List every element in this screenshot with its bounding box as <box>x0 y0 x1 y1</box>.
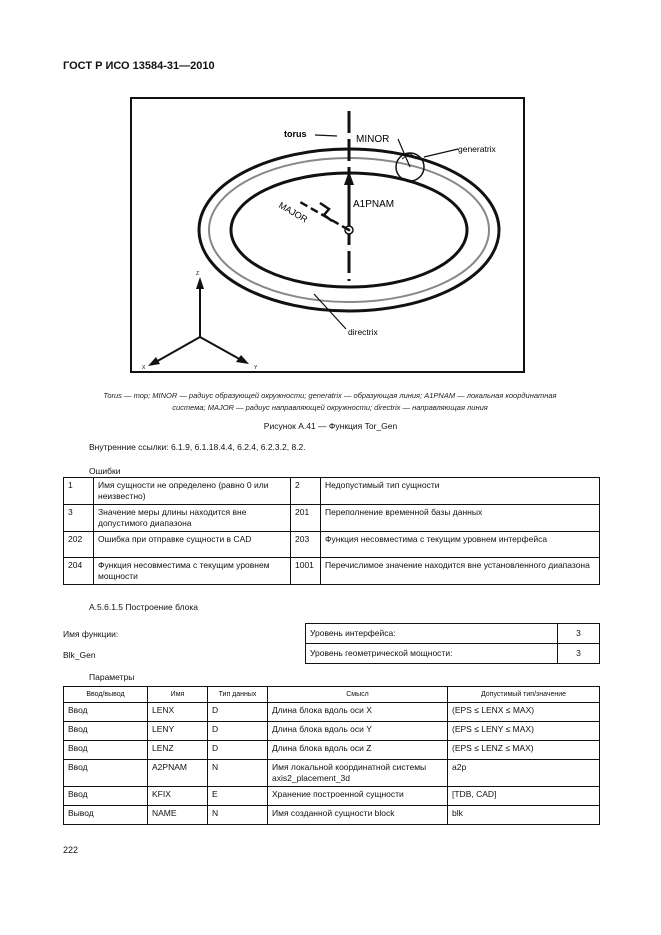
label-minor: MINOR <box>356 134 390 145</box>
param-io: Ввод <box>64 703 148 722</box>
figure-legend-line1: Torus — тор; MINOR — радиус образующей окружности; generatrix — образующая линия; A1PNAM — локальная координатная <box>103 391 557 400</box>
torus-figure <box>130 97 525 373</box>
level-label: Уровень геометрической мощности: <box>306 644 558 664</box>
param-meaning: Длина блока вдоль оси Z <box>268 741 448 760</box>
table-row <box>64 478 600 505</box>
figure-title: Рисунок А.41 — Функция Tor_Gen <box>263 421 398 431</box>
level-value: 3 <box>558 644 600 664</box>
param-name: LENZ <box>148 741 208 760</box>
param-io: Вывод <box>64 806 148 825</box>
param-io: Ввод <box>64 722 148 741</box>
error-text: Ошибка при отправке сущности в CAD <box>94 532 291 558</box>
param-type: D <box>208 741 268 760</box>
y-axis <box>200 337 243 361</box>
label-major: MAJOR <box>277 200 310 225</box>
table-row <box>64 806 600 825</box>
param-allowed: (EPS ≤ LENX ≤ MAX) <box>448 703 600 722</box>
param-allowed: [TDB, CAD] <box>448 787 600 806</box>
error-text: Значение меры длины находится вне допустимого диапазона <box>94 505 291 532</box>
param-meaning: Длина блока вдоль оси Y <box>268 722 448 741</box>
table-row <box>64 505 600 532</box>
major-zigzag <box>320 203 332 221</box>
param-name: LENY <box>148 722 208 741</box>
figure-legend <box>40 390 620 414</box>
label-generatrix: generatrix <box>458 144 496 154</box>
error-code: 204 <box>64 558 94 585</box>
error-text: Недопустимый тип сущности <box>321 478 600 505</box>
document-header: ГОСТ Р ИСО 13584-31—2010 <box>63 60 215 72</box>
label-torus: torus <box>284 129 307 139</box>
error-text: Переполнение временной базы данных <box>321 505 600 532</box>
section-heading: A.5.6.1.5 Построение блока <box>89 602 198 612</box>
column-header: Смысл <box>268 687 448 703</box>
param-meaning: Имя локальной координатной системы axis2_placement_3d <box>268 760 448 787</box>
errors-table <box>63 477 600 585</box>
error-code: 1001 <box>291 558 321 585</box>
param-type: D <box>208 722 268 741</box>
param-io: Ввод <box>64 760 148 787</box>
error-code: 203 <box>291 532 321 558</box>
param-allowed: blk <box>448 806 600 825</box>
label-x: X <box>142 365 146 371</box>
table-row <box>64 532 600 558</box>
param-meaning: Длина блока вдоль оси X <box>268 703 448 722</box>
generatrix-leader <box>424 149 458 157</box>
table-row <box>64 787 600 806</box>
param-name: LENX <box>148 703 208 722</box>
error-code: 202 <box>64 532 94 558</box>
label-y: Y <box>254 365 258 371</box>
table-row <box>64 703 600 722</box>
torus-leader <box>315 135 337 136</box>
table-row <box>306 624 600 644</box>
param-allowed: (EPS ≤ LENZ ≤ MAX) <box>448 741 600 760</box>
param-type: E <box>208 787 268 806</box>
label-a1pnam: A1PNAM <box>353 199 395 210</box>
error-code: 1 <box>64 478 94 505</box>
column-header: Ввод/вывод <box>64 687 148 703</box>
error-code: 3 <box>64 505 94 532</box>
table-row <box>306 644 600 664</box>
label-z: Z <box>196 271 200 277</box>
param-allowed: (EPS ≤ LENY ≤ MAX) <box>448 722 600 741</box>
function-name-label: Имя функции: <box>63 629 119 639</box>
levels-table <box>305 623 600 664</box>
param-name: A2PNAM <box>148 760 208 787</box>
error-text: Функция несовместима с текущим уровнем интерфейса <box>321 532 600 558</box>
column-header: Допустимый тип/значение <box>448 687 600 703</box>
param-io: Ввод <box>64 787 148 806</box>
level-label: Уровень интерфейса: <box>306 624 558 644</box>
table-row <box>64 760 600 787</box>
param-type: D <box>208 703 268 722</box>
level-value: 3 <box>558 624 600 644</box>
error-code: 201 <box>291 505 321 532</box>
column-header: Тип данных <box>208 687 268 703</box>
param-type: N <box>208 806 268 825</box>
table-row <box>64 558 600 585</box>
errors-label: Ошибки <box>89 466 121 476</box>
table-header-row <box>64 687 600 703</box>
column-header: Имя <box>148 687 208 703</box>
label-directrix: directrix <box>348 327 378 337</box>
param-meaning: Хранение построенной сущности <box>268 787 448 806</box>
error-text: Функция несовместима с текущим уровнем мощности <box>94 558 291 585</box>
param-name: KFIX <box>148 787 208 806</box>
function-name: Blk_Gen <box>63 650 96 660</box>
param-meaning: Имя созданной сущности block <box>268 806 448 825</box>
table-row <box>64 741 600 760</box>
params-table <box>63 686 600 825</box>
page-number: 222 <box>63 845 79 855</box>
internal-refs: Внутренние ссылки: 6.1.9, 6.1.18.4.4, 6.2.4, 6.2.3.2, 8.2. <box>89 442 306 452</box>
param-allowed: a2p <box>448 760 600 787</box>
x-axis <box>154 337 200 363</box>
param-type: N <box>208 760 268 787</box>
param-name: NAME <box>148 806 208 825</box>
error-text: Перечислимое значение находится вне установленного диапазона <box>321 558 600 585</box>
error-code: 2 <box>291 478 321 505</box>
torus-diagram <box>132 99 523 371</box>
error-text: Имя сущности не определено (равно 0 или неизвестно) <box>94 478 291 505</box>
table-row <box>64 722 600 741</box>
param-io: Ввод <box>64 741 148 760</box>
params-label: Параметры <box>89 672 135 682</box>
figure-legend-line2: система; MAJOR — радиус направляющей окружности; directrix — направляющая линия <box>172 403 488 412</box>
